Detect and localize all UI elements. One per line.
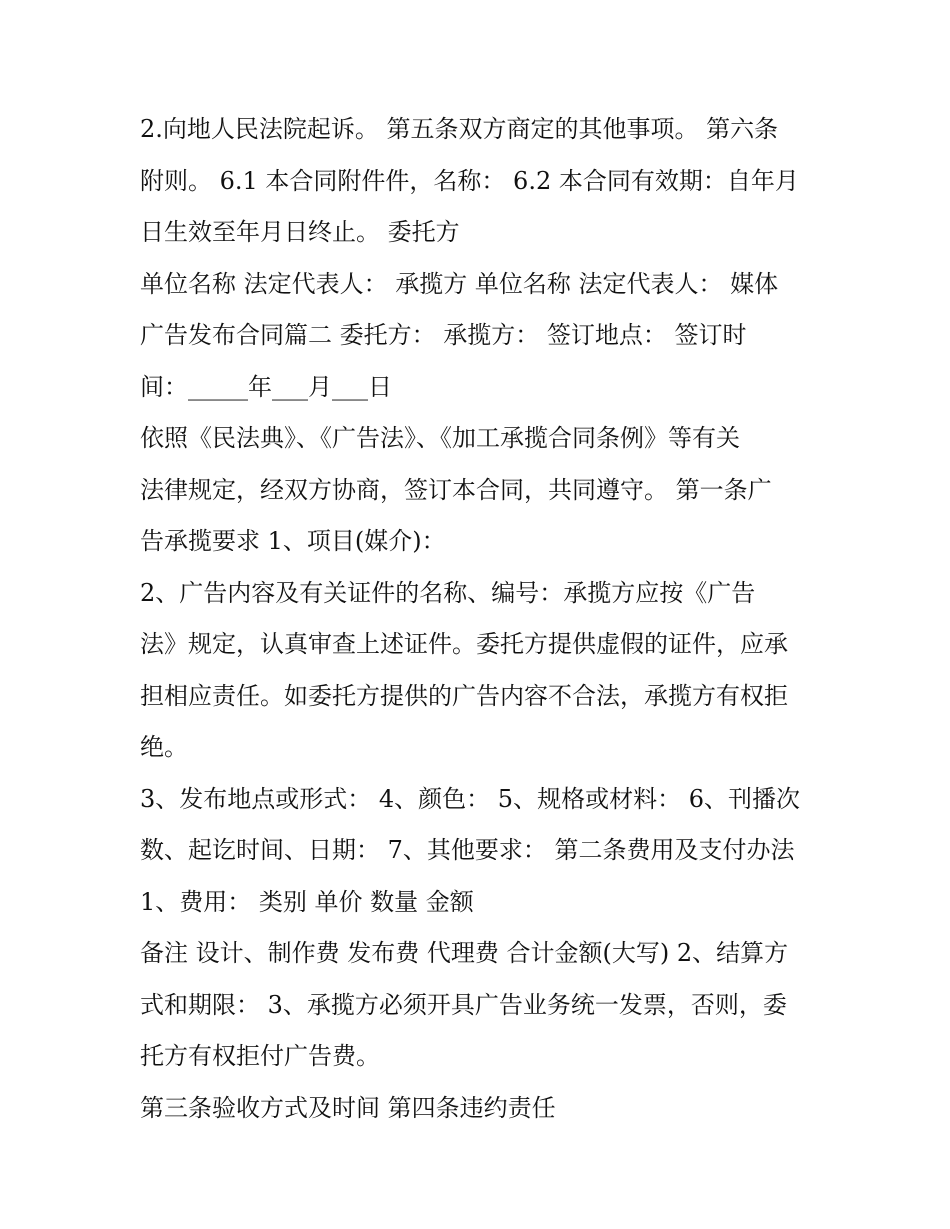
text-line: 担相应责任。如委托方提供的广告内容不合法，承揽方有权拒 [140,681,788,710]
text-line: 依照《民法典》、《广告法》、《加工承揽合同条例》等有关 [140,424,740,452]
text-line: 法律规定，经双方协商，签订本合同，共同遵守。 第一条广 [140,475,772,504]
text-line: 式和期限： 3、承揽方必须开具广告业务统一发票，否则，委 [140,990,787,1019]
text-line: 2.向地人民法院起诉。 第五条双方商定的其他事项。 第六条 [140,115,779,143]
text-line: 告承揽要求 1、项目(媒介)： [140,527,446,555]
text-line: 日生效至年月日终止。 委托方 [140,218,460,246]
text-line: 法》规定，认真审查上述证件。委托方提供虚假的证件，应承 [140,630,788,658]
text-line: 备注 设计、制作费 发布费 代理费 合计金额(大写) 2、结算方 [140,939,789,967]
text-line: 1、费用： 类别 单价 数量 金额 [140,887,474,916]
text-line: 绝。 [140,733,188,761]
text-line: 单位名称 法定代表人： 承揽方 单位名称 法定代表人： 媒体 [140,269,779,298]
text-line: 托方有权拒付广告费。 [140,1042,380,1070]
text-line: 附则。 6.1 本合同附件件，名称： 6.2 本合同有效期：自年月 [140,166,799,195]
text-line: 广告发布合同篇二 委托方： 承揽方： 签订地点： 签订时 [140,321,747,349]
text-line: 数、起讫时间、日期： 7、其他要求： 第二条费用及支付办法 [140,836,795,864]
text-line: 3、发布地点或形式： 4、颜色： 5、规格或材料： 6、刊播次 [140,784,800,813]
text-line: 间：_____年___月___日 [140,372,392,401]
text-line: 2、广告内容及有关证件的名称、编号：承揽方应按《广告 [140,578,756,607]
contract-body-text [140,104,820,1134]
text-line: 第三条验收方式及时间 第四条违约责任 [140,1093,556,1122]
